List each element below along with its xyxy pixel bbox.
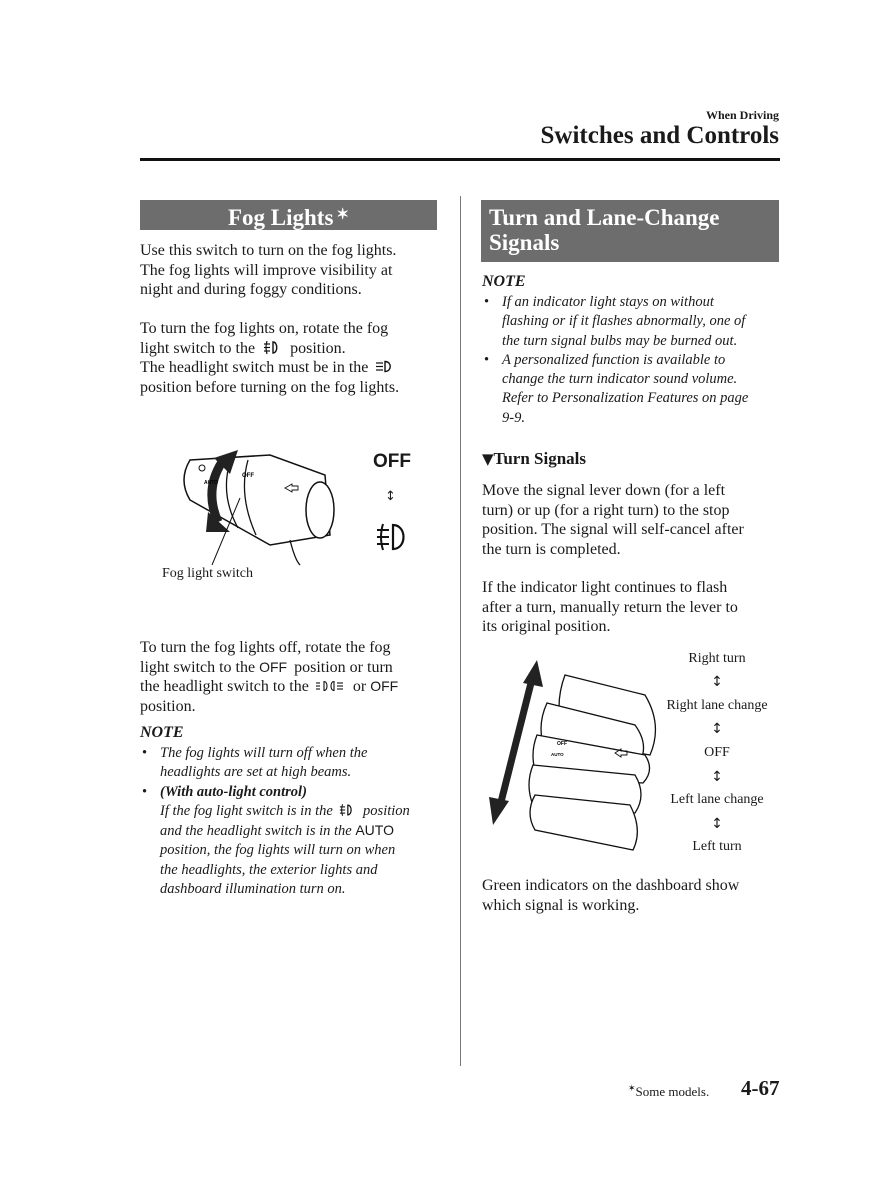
text-line: The fog lights will improve visibility at [140,261,393,279]
text-line: the headlights, the exterior lights and [160,861,378,878]
text-line: dashboard illumination turn on. [160,881,346,898]
fog-light-symbol-icon [339,803,354,817]
fog-light-symbol-icon [375,521,409,553]
text-line: Green indicators on the dashboard show [482,877,740,894]
off-position-label: OFF [373,451,411,472]
subheading-text: Turn Signals [493,449,587,468]
text-fragment: If the fog light switch is in the [160,802,333,819]
text-line: To turn the fog lights on, rotate the fog [140,320,389,337]
fog-lights-title: Fog Lights [227,205,334,230]
turn-paragraph-3 [482,876,782,915]
up-down-arrow-icon: ↕ [711,674,723,690]
text-line [140,658,440,678]
footnote [628,1083,709,1100]
text-line: The fog lights will turn off when the [160,745,368,761]
headlight-symbol-icon [375,360,394,373]
lever-auto-text: AUTO [551,752,564,757]
fog-lights-heading [140,200,437,230]
some-models-mark: ✶ [628,1083,636,1093]
text-fragment: the headlight switch to the [140,678,309,695]
up-down-arrow-icon: ↕ [711,816,723,832]
heading-line: Signals [489,230,560,255]
fog-off-instructions [140,638,440,716]
note-item [482,351,782,428]
text-line [160,802,450,821]
bullet: • [142,783,148,800]
text-line: position. The signal will self-cancel after [482,521,744,538]
bullet: • [142,745,148,761]
text-fragment: light switch to the [140,339,256,357]
position-label-left-turn: Left turn [692,839,742,854]
text-line: which signal is working. [482,896,640,914]
note-title: NOTE [482,273,526,290]
lever-knob [306,482,334,538]
text-line: If the indicator light continues to flash [482,579,728,596]
up-down-arrow-icon: ↕ [385,489,396,504]
fog-note-list [140,744,450,899]
text-line: position, the fog lights will turn on when [160,842,396,859]
text-fragment: or [352,678,367,695]
text-fragment: light switch to the [140,658,256,676]
lever-stem [290,540,300,565]
bullet: • [484,294,490,310]
text-line: turn) or up (for a right turn) to the stop [482,501,730,519]
text-fragment: position [363,802,410,819]
text-line: position. [140,697,196,715]
lever-off-text: OFF [557,741,567,747]
text-line: Use this switch to turn on the fog lights. [140,242,397,259]
text-line: the turn is completed. [482,540,621,558]
up-down-arrow-icon: ↕ [711,721,723,737]
parking-light-symbol-icon [315,680,345,692]
text-line [160,821,450,841]
lever-auto-text: AUTO [204,480,219,486]
text-fragment: and the headlight switch is in the [160,823,352,840]
note-item [482,293,782,351]
text-line: night and during foggy conditions. [140,281,362,298]
turn-paragraph-1 [482,481,782,559]
note-title: NOTE [140,724,184,741]
turn-signal-lever-figure [485,655,670,865]
auto-inline-label: AUTO [355,822,394,839]
turn-note-list [482,293,782,428]
fog-on-instructions [140,319,440,397]
triangle-marker-icon: ▼ [482,450,494,468]
up-down-arrow-icon: ↕ [711,769,723,785]
position-label-right-turn: Right turn [688,651,746,666]
section-label: When Driving [705,108,779,122]
text-line: To turn the fog lights off, rotate the fog [140,639,391,656]
text-line: after a turn, manually return the lever to [482,598,738,616]
text-line: Move the signal lever down (for a left [482,482,726,499]
figure-caption: Fog light switch [162,566,254,581]
footnote-text: Some models. [635,1084,710,1099]
text-line: If an indicator light stays on without [502,294,714,310]
text-line: position before turning on the fog lights. [140,378,400,396]
arrow-head-down [489,797,509,825]
turn-paragraph-2 [482,578,782,637]
off-inline-label: OFF [259,658,288,675]
off-inline-label: OFF [370,678,399,694]
text-line: A personalized function is available to [502,351,726,368]
text-fragment: The headlight switch must be in the [140,359,369,376]
text-line [140,339,440,359]
text-line: (With auto-light control) [160,783,307,800]
turn-signals-heading [481,200,779,262]
position-label-left-lane-change: Left lane change [670,792,764,807]
note-item [140,744,450,783]
page-title: Switches and Controls [540,122,779,149]
text-line: the turn signal bulbs may be burned out. [502,332,738,349]
position-label-off: OFF [704,745,730,760]
text-line: flashing or if it flashes abnormally, one of [502,313,746,330]
text-line [140,358,440,378]
header-rule [140,158,780,161]
turn-signals-subheading [482,449,586,469]
text-fragment: position or turn [294,658,393,676]
fog-intro [140,241,440,300]
text-line [140,677,440,697]
text-line: Refer to Personalization Features on page [502,390,749,407]
lever-motion-arrow [499,675,533,810]
text-line: its original position. [482,618,611,635]
text-line: 9-9. [502,409,525,426]
column-divider [460,196,461,1066]
text-line: headlights are set at high beams. [160,764,352,781]
bullet: • [484,351,490,368]
text-fragment: position. [290,339,346,357]
page-number: 4-67 [741,1076,780,1100]
arrow-head-up [523,660,543,687]
text-line: change the turn indicator sound volume. [502,371,738,388]
lever-off-text: OFF [242,473,254,479]
position-label-right-lane-change: Right lane change [666,698,768,713]
heading-line: Turn and Lane-Change [489,205,720,230]
fog-light-symbol-icon [263,340,280,355]
note-item [140,783,450,900]
some-models-mark: ✶ [336,207,349,223]
